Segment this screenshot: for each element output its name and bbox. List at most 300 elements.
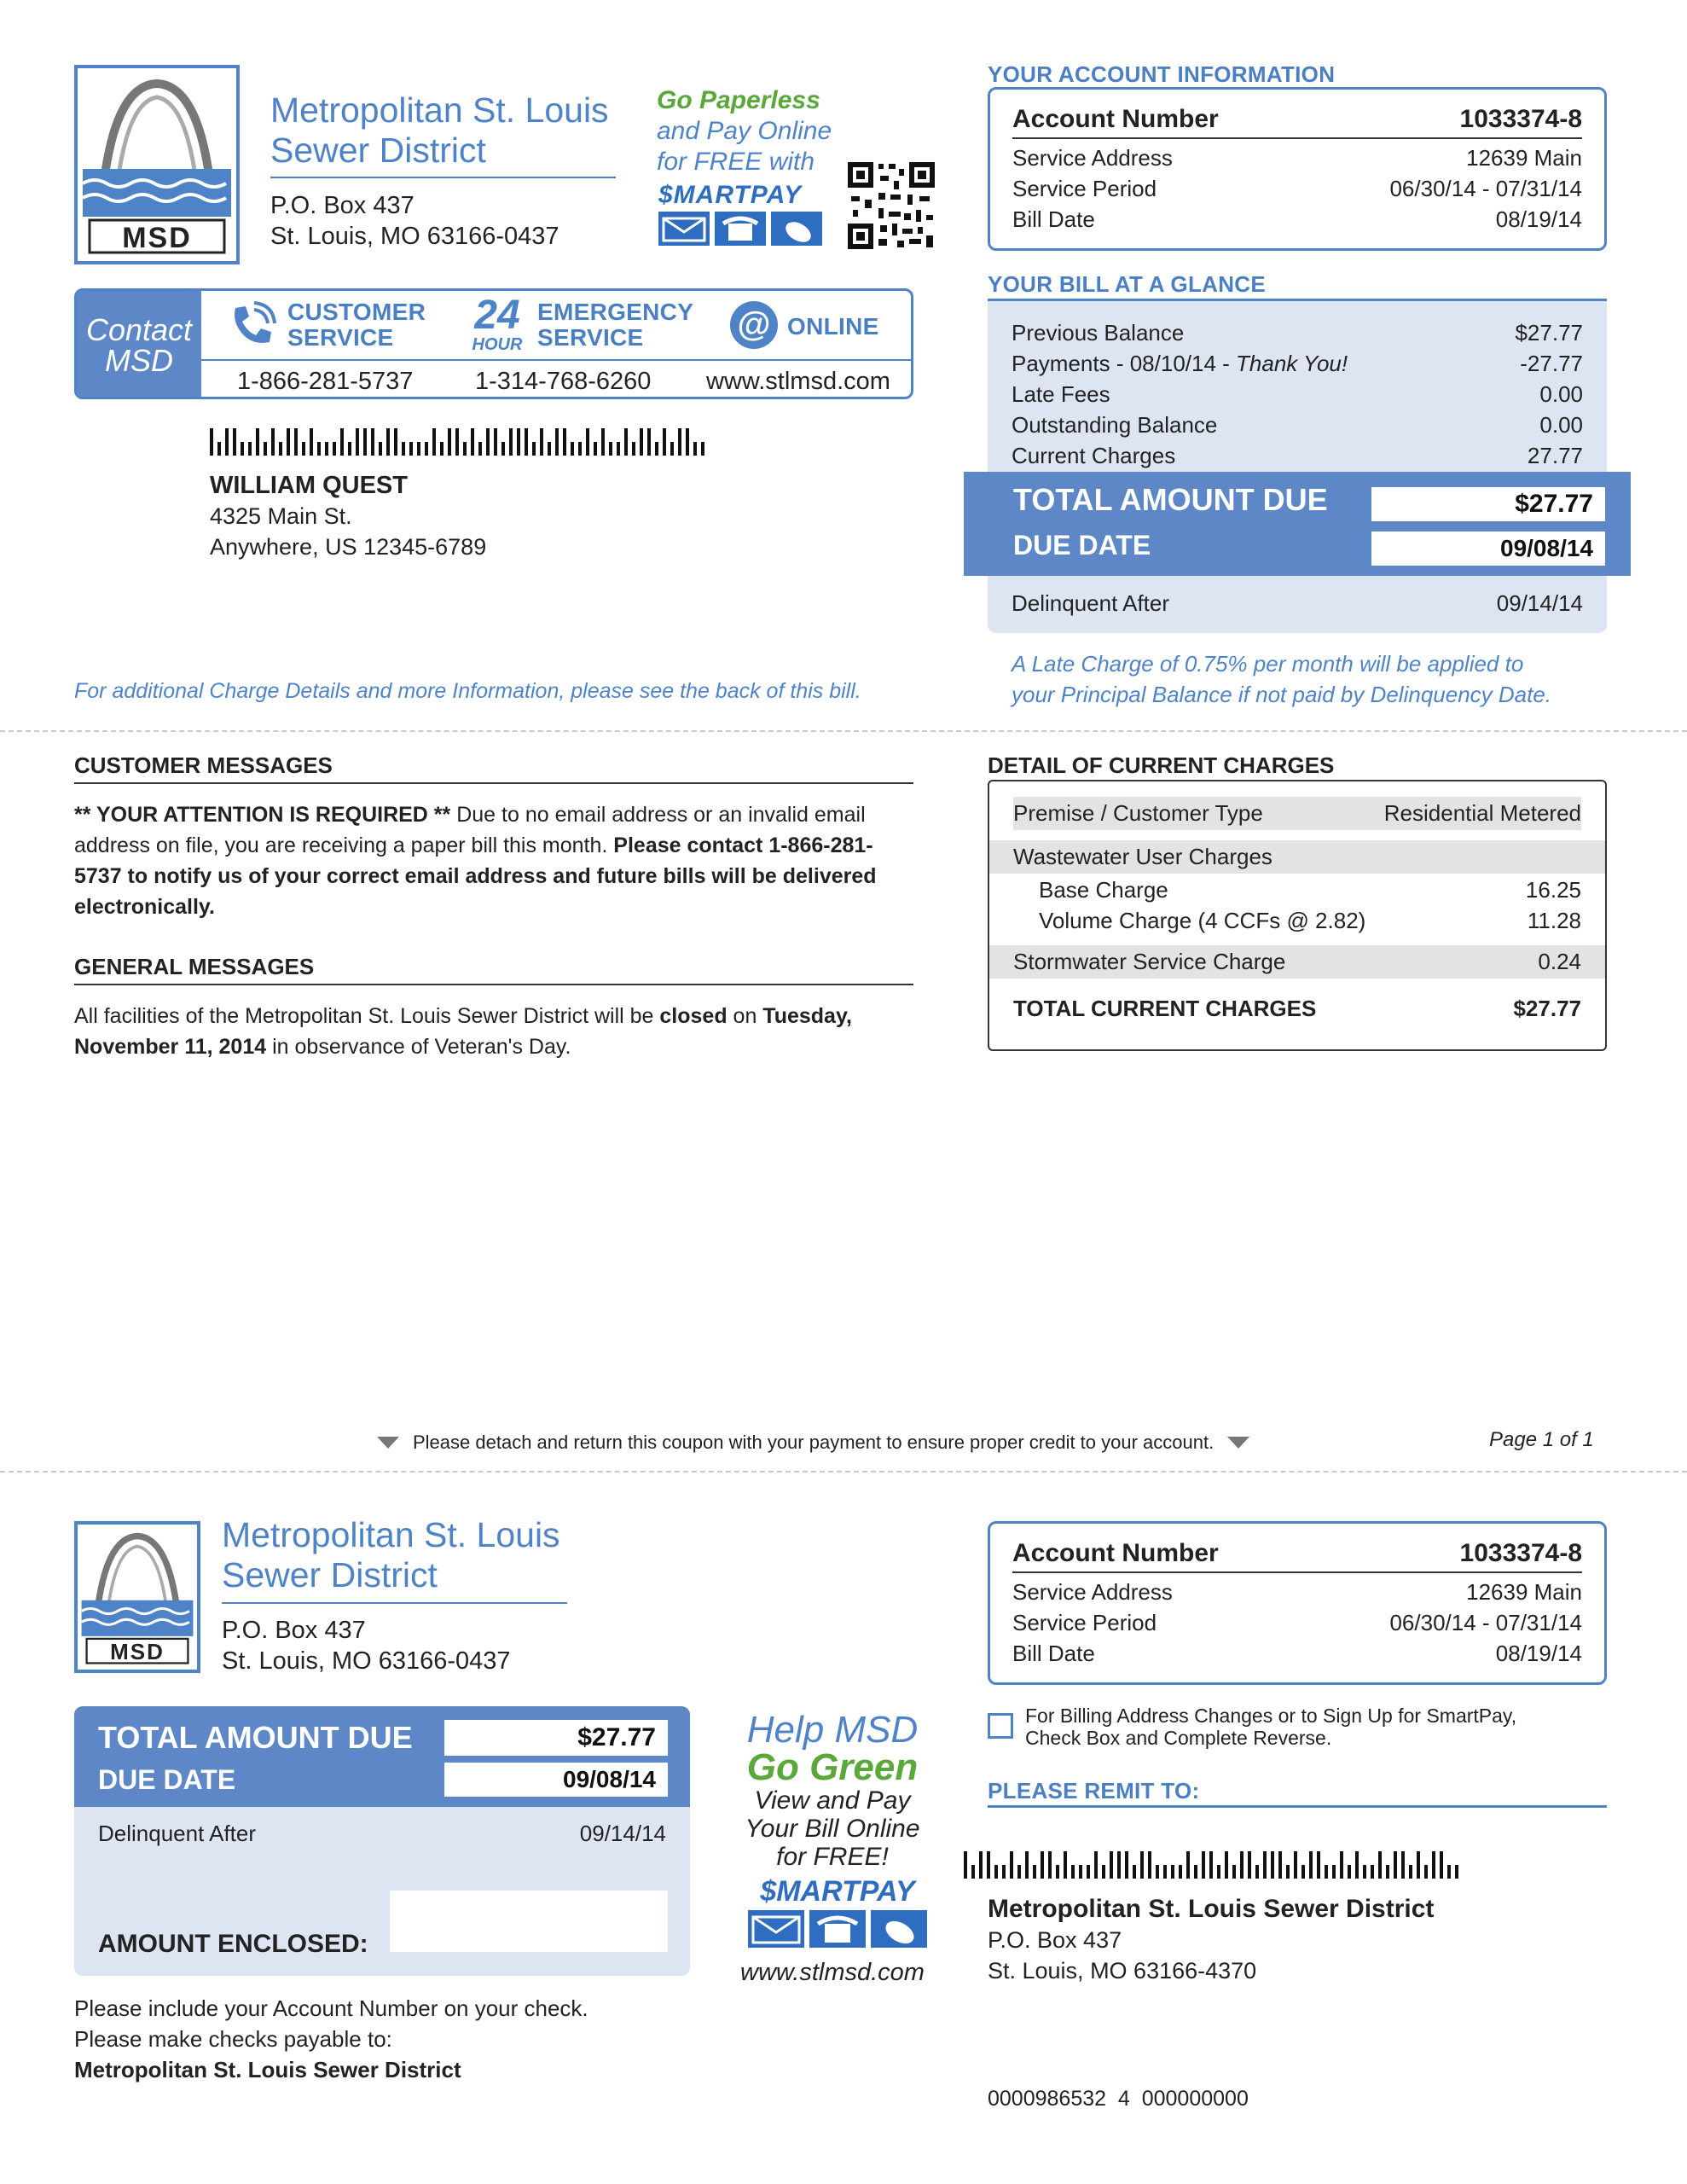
barcode-bar xyxy=(1140,1851,1144,1879)
coupon-account-box xyxy=(988,1521,1607,1685)
barcode-bar xyxy=(1041,1851,1044,1879)
contact-divider xyxy=(201,359,913,361)
emergency-phone[interactable]: 1-314-768-6260 xyxy=(475,368,652,395)
barcode-bar xyxy=(210,428,213,456)
current-charges-row xyxy=(1012,440,1583,471)
out-value: 0.00 xyxy=(1539,412,1583,438)
website-link[interactable]: www.stlmsd.com xyxy=(706,368,890,395)
emergency-service-label xyxy=(537,299,693,351)
service-address-label: Service Address xyxy=(1012,1579,1173,1605)
org-divider xyxy=(222,1602,567,1604)
barcode-bar xyxy=(1417,1851,1420,1879)
barcode-bar xyxy=(670,442,674,456)
detail-heading: DETAIL OF CURRENT CHARGES xyxy=(988,752,1335,778)
barcode-bar xyxy=(1217,1865,1220,1879)
customer-street: 4325 Main St. xyxy=(210,503,352,529)
green-line3: View and Pay xyxy=(754,1786,911,1815)
green-line1: Help MSD xyxy=(746,1709,919,1751)
coupon-delinquent-label: Delinquent After xyxy=(98,1821,257,1846)
remit-name: Metropolitan St. Louis Sewer District xyxy=(988,1895,1435,1923)
amount-enclosed-label: AMOUNT ENCLOSED: xyxy=(98,1930,368,1958)
barcode-bar xyxy=(241,442,244,456)
barcode-bar xyxy=(363,428,367,456)
postal-barcode xyxy=(210,427,704,456)
gm-t5: in observance of Veteran's Day. xyxy=(266,1035,571,1059)
page-number: Page 1 of 1 xyxy=(1489,1428,1594,1451)
coupon-total-box xyxy=(74,1706,690,1976)
pay-label: Payments - 08/10/14 - xyxy=(1012,351,1237,376)
go-green-promo xyxy=(722,1711,943,1871)
barcode-bar xyxy=(1202,1851,1205,1879)
barcode-bar xyxy=(1071,1865,1075,1879)
barcode-bar xyxy=(1301,1865,1305,1879)
premise-value: Residential Metered xyxy=(1383,800,1581,826)
barcode-bar xyxy=(1002,1865,1006,1879)
barcode-bar xyxy=(348,442,351,456)
em-num: 24 xyxy=(474,293,520,338)
previous-balance-row xyxy=(1012,317,1583,348)
due-date-label: DUE DATE xyxy=(1013,530,1151,561)
barcode-bar xyxy=(647,428,651,456)
em-line2: SERVICE xyxy=(537,324,644,351)
mouse-icon xyxy=(871,1910,927,1948)
billing-change-checkbox[interactable] xyxy=(988,1713,1013,1739)
detach-note xyxy=(377,1432,1249,1454)
org-name-line2: Sewer District xyxy=(222,1555,438,1594)
service-period-value: 06/30/14 - 07/31/14 xyxy=(1389,1610,1582,1635)
additional-info-note: For additional Charge Details and more Information, please see the back of this bill. xyxy=(74,679,861,703)
smartpay-logo xyxy=(658,181,826,246)
gm-t3: on xyxy=(727,1004,763,1028)
late-note-line2: your Principal Balance if not paid by Delinquency Date. xyxy=(1012,682,1552,707)
barcode-bar xyxy=(1117,1851,1121,1879)
stormwater-value: 0.24 xyxy=(1538,949,1581,974)
barcode-bar xyxy=(563,428,566,456)
smartpay-text: $MARTPAY xyxy=(760,1875,915,1908)
logo-text: MSD xyxy=(122,222,192,254)
barcode-bar xyxy=(663,428,666,456)
coupon-org-name xyxy=(222,1515,560,1595)
barcode-bar xyxy=(540,428,543,456)
barcode-bar xyxy=(317,442,321,456)
wastewater-label: Wastewater User Charges xyxy=(1013,844,1272,869)
customer-messages xyxy=(74,752,913,922)
barcode-bar xyxy=(1340,1851,1343,1879)
bill-date-value: 08/19/14 xyxy=(1495,1641,1582,1666)
checkbox-line1: For Billing Address Changes or to Sign Up for SmartPay, xyxy=(1025,1705,1517,1727)
barcode-bar xyxy=(532,442,536,456)
account-number-row xyxy=(1012,105,1582,139)
customer-city: Anywhere, US 12345-6789 xyxy=(210,534,487,560)
barcode-bar xyxy=(693,442,697,456)
barcode-bar xyxy=(463,442,467,456)
barcode-bar xyxy=(1102,1865,1105,1879)
mouse-icon xyxy=(771,212,822,246)
barcode-bar xyxy=(440,442,443,456)
customer-messages-body xyxy=(74,799,913,922)
barcode-bar xyxy=(701,442,704,456)
barcode-bar xyxy=(678,428,681,456)
barcode-bar xyxy=(471,428,474,456)
barcode-bar xyxy=(555,428,559,456)
barcode-bar xyxy=(578,442,582,456)
detach-text: Please detach and return this coupon with your payment to ensure proper credit to your account. xyxy=(413,1432,1215,1453)
barcode-bar xyxy=(302,442,305,456)
barcode-bar xyxy=(987,1851,990,1879)
barcode-bar xyxy=(417,442,420,456)
barcode-bar xyxy=(310,428,313,456)
org-city: St. Louis, MO 63166-0437 xyxy=(270,223,559,250)
late-fees-row xyxy=(1012,379,1583,410)
em-hour: HOUR xyxy=(472,335,523,354)
prev-label: Previous Balance xyxy=(1012,320,1185,346)
outstanding-row xyxy=(1012,410,1583,440)
curr-label: Current Charges xyxy=(1012,443,1176,468)
barcode-bar xyxy=(1332,1865,1336,1879)
volume-charge-row xyxy=(989,904,1605,935)
premise-row xyxy=(1013,797,1581,830)
glance-rows xyxy=(1012,317,1583,471)
promo-line3: for FREE with xyxy=(657,148,815,176)
barcode-bar xyxy=(1133,1865,1136,1879)
barcode-bar xyxy=(632,442,635,456)
barcode-bar xyxy=(979,1851,983,1879)
barcode-bar xyxy=(1125,1851,1128,1879)
phone-icon xyxy=(715,212,766,246)
barcode-bar xyxy=(1094,1851,1098,1879)
barcode-bar xyxy=(294,428,298,456)
base-charge-row xyxy=(989,874,1605,904)
barcode-bar xyxy=(594,442,597,456)
barcode-bar xyxy=(1294,1851,1297,1879)
checkbox-line2: Check Box and Complete Reverse. xyxy=(1025,1727,1332,1749)
barcode-bar xyxy=(1209,1851,1213,1879)
barcode-bar xyxy=(1386,1865,1389,1879)
late-note-line1: A Late Charge of 0.75% per month will be applied to xyxy=(1012,651,1524,677)
barcode-bar xyxy=(233,428,236,456)
org-name-line2: Sewer District xyxy=(270,131,486,170)
cs-phone[interactable]: 1-866-281-5737 xyxy=(237,368,414,395)
barcode-bar xyxy=(248,442,252,456)
service-period-label: Service Period xyxy=(1012,1610,1157,1635)
glance-heading: YOUR BILL AT A GLANCE xyxy=(988,271,1266,297)
barcode-bar xyxy=(371,428,374,456)
barcode-bar xyxy=(1017,1865,1021,1879)
barcode-bar xyxy=(379,442,382,456)
barcode-bar xyxy=(1325,1865,1328,1879)
general-messages-body xyxy=(74,1001,913,1062)
remit-address xyxy=(988,1894,1434,1986)
total-current-row xyxy=(989,996,1605,1022)
promo xyxy=(657,85,832,177)
barcode-bar xyxy=(1286,1865,1290,1879)
wastewater-row xyxy=(989,840,1605,874)
barcode-bar xyxy=(1363,1865,1366,1879)
service-period-label: Service Period xyxy=(1012,176,1157,201)
barcode-bar xyxy=(1232,1865,1236,1879)
base-label: Base Charge xyxy=(1039,877,1168,903)
barcode-bar xyxy=(1010,1851,1013,1879)
barcode-bar xyxy=(271,428,275,456)
coupon-total-value: $27.77 xyxy=(444,1720,668,1756)
gm-t2: closed xyxy=(659,1004,728,1028)
barcode-bar xyxy=(1378,1851,1382,1879)
barcode-bar xyxy=(287,428,290,456)
mail-icon xyxy=(748,1910,804,1948)
scan-line: 0000986532 4 000000000 xyxy=(988,2087,1249,2111)
barcode-bar xyxy=(1440,1851,1443,1879)
barcode-bar xyxy=(1087,1865,1090,1879)
qr-code-icon xyxy=(848,162,935,249)
barcode-bar xyxy=(609,442,612,456)
remit-rule xyxy=(988,1805,1607,1808)
green-website[interactable]: www.stlmsd.com xyxy=(740,1959,925,1986)
org-divider xyxy=(270,177,616,178)
org-po-box: P.O. Box 437 xyxy=(222,1617,366,1644)
org-name-line1: Metropolitan St. Louis xyxy=(222,1515,560,1554)
service-period-row xyxy=(1012,173,1582,204)
barcode-bar xyxy=(448,428,451,456)
org-city: St. Louis, MO 63166-0437 xyxy=(222,1647,511,1675)
barcode-bar xyxy=(1263,1851,1267,1879)
barcode-bar xyxy=(478,442,482,456)
customer-name: WILLIAM QUEST xyxy=(210,472,408,499)
account-number-value: 1033374-8 xyxy=(1459,105,1582,133)
bill-date-row xyxy=(1012,204,1582,235)
service-period-value: 06/30/14 - 07/31/14 xyxy=(1389,176,1582,201)
green-line2: Go Green xyxy=(746,1746,919,1788)
barcode-bar xyxy=(517,428,520,456)
detail-box xyxy=(988,780,1607,1051)
barcode-bar xyxy=(333,442,336,456)
barcode-bar xyxy=(640,428,643,456)
cs-line1: CUSTOMER xyxy=(287,299,426,325)
gm-t1: All facilities of the Metropolitan St. Louis Sewer District will be xyxy=(74,1004,660,1028)
delinquent-label: Delinquent After xyxy=(1012,590,1170,616)
total-current-value: $27.77 xyxy=(1513,996,1581,1021)
cs-line2: SERVICE xyxy=(287,324,394,351)
barcode-bar xyxy=(256,428,259,456)
barcode-bar xyxy=(356,428,359,456)
barcode-bar xyxy=(971,1865,975,1879)
barcode-bar xyxy=(1271,1851,1274,1879)
barcode-bar xyxy=(264,442,267,456)
barcode-bar xyxy=(394,428,397,456)
barcode-bar xyxy=(1447,1865,1451,1879)
barcode-bar xyxy=(1240,1851,1244,1879)
barcode-bar xyxy=(1194,1865,1197,1879)
barcode-bar xyxy=(1401,1851,1405,1879)
barcode-bar xyxy=(1394,1851,1397,1879)
barcode-bar xyxy=(1079,1865,1082,1879)
barcode-bar xyxy=(1278,1851,1282,1879)
late-label: Late Fees xyxy=(1012,381,1110,407)
curr-value: 27.77 xyxy=(1527,443,1583,468)
coupon-delinquent-row xyxy=(98,1821,666,1847)
bill-date-label: Bill Date xyxy=(1012,1641,1095,1666)
contact-label-box xyxy=(77,291,201,399)
barcode-bar xyxy=(617,442,620,456)
at-sign-icon: @ xyxy=(730,301,778,349)
phone-icon xyxy=(227,301,276,355)
barcode-bar xyxy=(425,442,428,456)
pay-thanks: Thank You! xyxy=(1236,351,1348,376)
postal-barcode xyxy=(964,1850,1458,1879)
instr-line1: Please include your Account Number on your check. xyxy=(74,1995,588,2021)
barcode-bar xyxy=(1355,1851,1359,1879)
green-line4: Your Bill Online xyxy=(745,1815,920,1843)
premise-label: Premise / Customer Type xyxy=(1013,800,1263,826)
barcode-bar xyxy=(1056,1865,1059,1879)
barcode-bar xyxy=(1110,1851,1113,1879)
mail-icon xyxy=(658,212,710,246)
msd-logo xyxy=(74,65,240,264)
barcode-bar xyxy=(486,428,490,456)
green-line5: for FREE! xyxy=(776,1843,889,1871)
coupon-total-band xyxy=(74,1706,690,1807)
total-due-label: TOTAL AMOUNT DUE xyxy=(1013,482,1328,517)
barcode-bar xyxy=(1248,1851,1251,1879)
perforation-top xyxy=(0,730,1687,732)
barcode-bar xyxy=(1409,1865,1412,1879)
barcode-bar xyxy=(1348,1865,1351,1879)
account-info-heading: YOUR ACCOUNT INFORMATION xyxy=(988,61,1336,87)
barcode-bar xyxy=(501,442,505,456)
message-text1: Due to no email address or an invalid email address on file, you are receiving a paper bill this month. xyxy=(74,803,866,857)
barcode-bar xyxy=(1371,1865,1374,1879)
barcode-bar xyxy=(494,428,497,456)
payments-row xyxy=(1012,348,1583,379)
barcode-bar xyxy=(1309,1851,1313,1879)
delinquent-row xyxy=(1012,590,1583,617)
instr-line2: Please make checks payable to: xyxy=(74,2026,392,2052)
late-value: 0.00 xyxy=(1539,381,1583,407)
pay-value: -27.77 xyxy=(1520,351,1583,376)
barcode-bar xyxy=(1025,1851,1029,1879)
barcode-bar xyxy=(325,442,328,456)
barcode-bar xyxy=(1033,1865,1036,1879)
account-number-label: Account Number xyxy=(1012,105,1219,133)
billing-change-note xyxy=(1025,1705,1516,1749)
account-info-box xyxy=(988,87,1607,251)
smartpay-text: $MARTPAY xyxy=(658,181,803,209)
barcode-bar xyxy=(601,428,605,456)
emergency-24-icon xyxy=(467,294,527,352)
msd-logo xyxy=(74,1521,200,1673)
barcode-bar xyxy=(1455,1865,1458,1879)
volume-value: 11.28 xyxy=(1527,908,1581,933)
message-text2: Please contact 1-866-281-5737 to notify us of your correct email address and future bills will be delivered electronically. xyxy=(74,834,877,919)
bill-date-value: 08/19/14 xyxy=(1495,206,1582,232)
total-due-value: $27.77 xyxy=(1371,487,1605,521)
contact-label-line2: MSD xyxy=(105,343,173,378)
remit-city: St. Louis, MO 63166-4370 xyxy=(988,1958,1257,1984)
barcode-bar xyxy=(340,428,344,456)
late-charge-note xyxy=(1012,648,1551,710)
general-messages-heading: GENERAL MESSAGES xyxy=(74,954,913,985)
service-address-value: 12639 Main xyxy=(1466,1579,1582,1605)
barcode-bar xyxy=(1064,1851,1067,1879)
total-current-label: TOTAL CURRENT CHARGES xyxy=(1013,996,1317,1021)
service-address-row xyxy=(1012,1577,1582,1607)
instr-line3: Metropolitan St. Louis Sewer District xyxy=(74,2057,461,2082)
phone-icon xyxy=(809,1910,866,1948)
barcode-bar xyxy=(1156,1865,1159,1879)
em-line1: EMERGENCY xyxy=(537,299,694,325)
barcode-bar xyxy=(571,442,574,456)
smartpay-logo xyxy=(744,1875,931,1948)
account-number-row xyxy=(1012,1539,1582,1573)
barcode-bar xyxy=(225,428,229,456)
volume-label: Volume Charge (4 CCFs @ 2.82) xyxy=(1039,908,1366,933)
barcode-bar xyxy=(1432,1851,1435,1879)
barcode-bar xyxy=(386,428,390,456)
barcode-bar xyxy=(1225,1851,1228,1879)
barcode-bar xyxy=(509,428,513,456)
prev-value: $27.77 xyxy=(1515,320,1583,346)
contact-bar xyxy=(74,288,913,399)
barcode-bar xyxy=(1048,1851,1052,1879)
barcode-bar xyxy=(1163,1865,1167,1879)
barcode-bar xyxy=(1186,1851,1190,1879)
coupon-delinquent-value: 09/14/14 xyxy=(579,1821,666,1846)
barcode-bar xyxy=(994,1865,998,1879)
barcode-bar xyxy=(525,428,528,456)
barcode-bar xyxy=(1255,1865,1259,1879)
logo-text: MSD xyxy=(110,1639,165,1664)
bill-date-row xyxy=(1012,1638,1582,1669)
payment-instructions xyxy=(74,1993,588,2085)
barcode-bar xyxy=(1317,1851,1320,1879)
barcode-bar xyxy=(624,428,628,456)
barcode-bar xyxy=(217,442,221,456)
barcode-bar xyxy=(964,1851,967,1879)
service-address-row xyxy=(1012,142,1582,173)
stormwater-label: Stormwater Service Charge xyxy=(1013,949,1286,974)
contact-label-line1: Contact xyxy=(85,312,193,347)
general-messages xyxy=(74,954,913,1062)
barcode-bar xyxy=(1171,1865,1174,1879)
online-label: ONLINE xyxy=(787,313,879,340)
attention-text: ** YOUR ATTENTION IS REQUIRED ** xyxy=(74,803,451,827)
org-name-line1: Metropolitan St. Louis xyxy=(270,90,609,130)
service-address-value: 12639 Main xyxy=(1466,145,1582,171)
amount-enclosed-input[interactable] xyxy=(390,1891,668,1952)
promo-line1: Go Paperless xyxy=(657,86,820,114)
base-value: 16.25 xyxy=(1525,877,1581,903)
org-address xyxy=(270,190,559,252)
remit-heading: PLEASE REMIT TO: xyxy=(988,1778,1200,1804)
account-number-label: Account Number xyxy=(1012,1539,1219,1567)
barcode-bar xyxy=(432,428,436,456)
barcode-bar xyxy=(686,428,689,456)
barcode-bar xyxy=(655,442,658,456)
customer-address xyxy=(210,470,486,562)
coupon-due-value: 09/08/14 xyxy=(444,1763,668,1797)
coupon-total-label: TOTAL AMOUNT DUE xyxy=(98,1720,413,1755)
org-po-box: P.O. Box 437 xyxy=(270,192,415,219)
coupon-due-label: DUE DATE xyxy=(98,1764,236,1795)
bill-date-label: Bill Date xyxy=(1012,206,1095,232)
service-address-label: Service Address xyxy=(1012,145,1173,171)
triangle-down-icon xyxy=(377,1437,399,1449)
barcode-bar xyxy=(1179,1865,1182,1879)
barcode-bar xyxy=(548,442,551,456)
delinquent-value: 09/14/14 xyxy=(1496,590,1583,616)
service-period-row xyxy=(1012,1607,1582,1638)
org-name xyxy=(270,90,609,171)
barcode-bar xyxy=(402,442,405,456)
